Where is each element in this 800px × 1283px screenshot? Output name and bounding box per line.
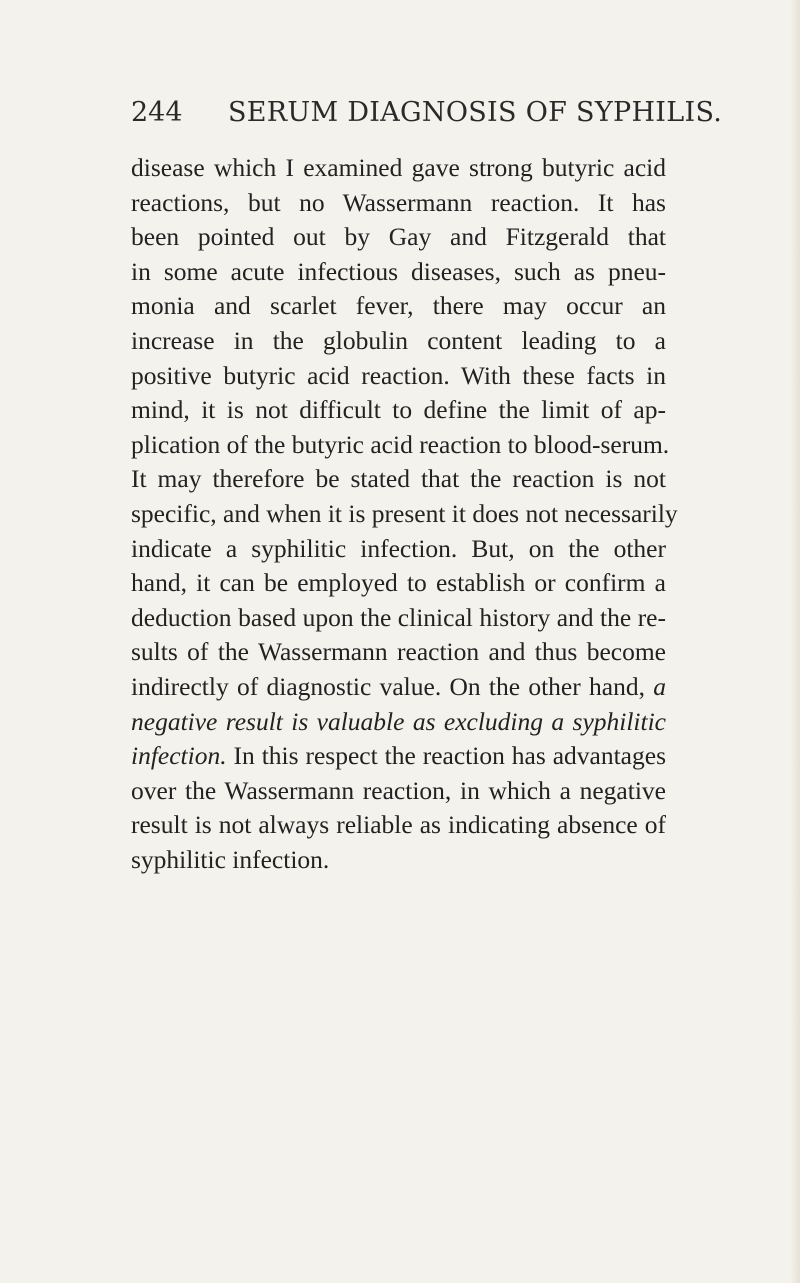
- italic-emphasis: a: [653, 671, 666, 701]
- italic-emphasis: infection.: [131, 741, 227, 771]
- text-line: mind, it is not difficult to define the limit of ap-: [131, 395, 666, 425]
- body-paragraph: [131, 151, 678, 877]
- text-line: syphilitic infection.: [131, 844, 330, 874]
- text-line: result is not always reliable as indicating absence of: [131, 810, 666, 840]
- text-line: positive butyric acid reaction. With these facts in: [131, 360, 666, 390]
- text-line: monia and scarlet fever, there may occur an: [131, 291, 666, 321]
- text-line: It may therefore be stated that the reaction is not: [131, 464, 666, 494]
- text-line: indicate a syphilitic infection. But, on the other: [131, 533, 666, 563]
- text-line: disease which I examined gave strong butyric acid: [131, 153, 666, 182]
- text-segment: In this respect the reaction has advantages: [233, 741, 666, 771]
- text-line: reactions, but no Wassermann reaction. It has: [131, 187, 666, 217]
- page-number: 244: [131, 97, 183, 128]
- text-line: hand, it can be employed to establish or confirm a: [131, 568, 666, 598]
- text-line: sults of the Wassermann reaction and thus become: [131, 637, 666, 667]
- running-title: SERUM DIAGNOSIS OF SYPHILIS.: [228, 97, 723, 128]
- text-line: increase in the globulin content leading to a: [131, 325, 666, 355]
- page-edge-shadow: [790, 0, 800, 1283]
- text-line-with-italic: [131, 739, 666, 774]
- text-line: plication of the butyric acid reaction to blood-serum.: [131, 429, 670, 459]
- text-segment: indirectly of diagnostic value. On the other hand,: [131, 671, 645, 701]
- running-header: [131, 97, 723, 137]
- text-line-italic: [131, 705, 666, 740]
- text-line: specific, and when it is present it does not necessarily: [131, 498, 678, 528]
- text-line: been pointed out by Gay and Fitzgerald that: [131, 222, 666, 252]
- text-line: over the Wassermann reaction, in which a negative: [131, 775, 666, 805]
- text-line: deduction based upon the clinical history and the re-: [131, 602, 666, 632]
- text-line: in some acute infectious diseases, such as pneu-: [131, 256, 666, 286]
- text-line-with-italic: [131, 670, 666, 705]
- italic-emphasis: negative result is valuable as excluding a syphilitic: [131, 706, 666, 736]
